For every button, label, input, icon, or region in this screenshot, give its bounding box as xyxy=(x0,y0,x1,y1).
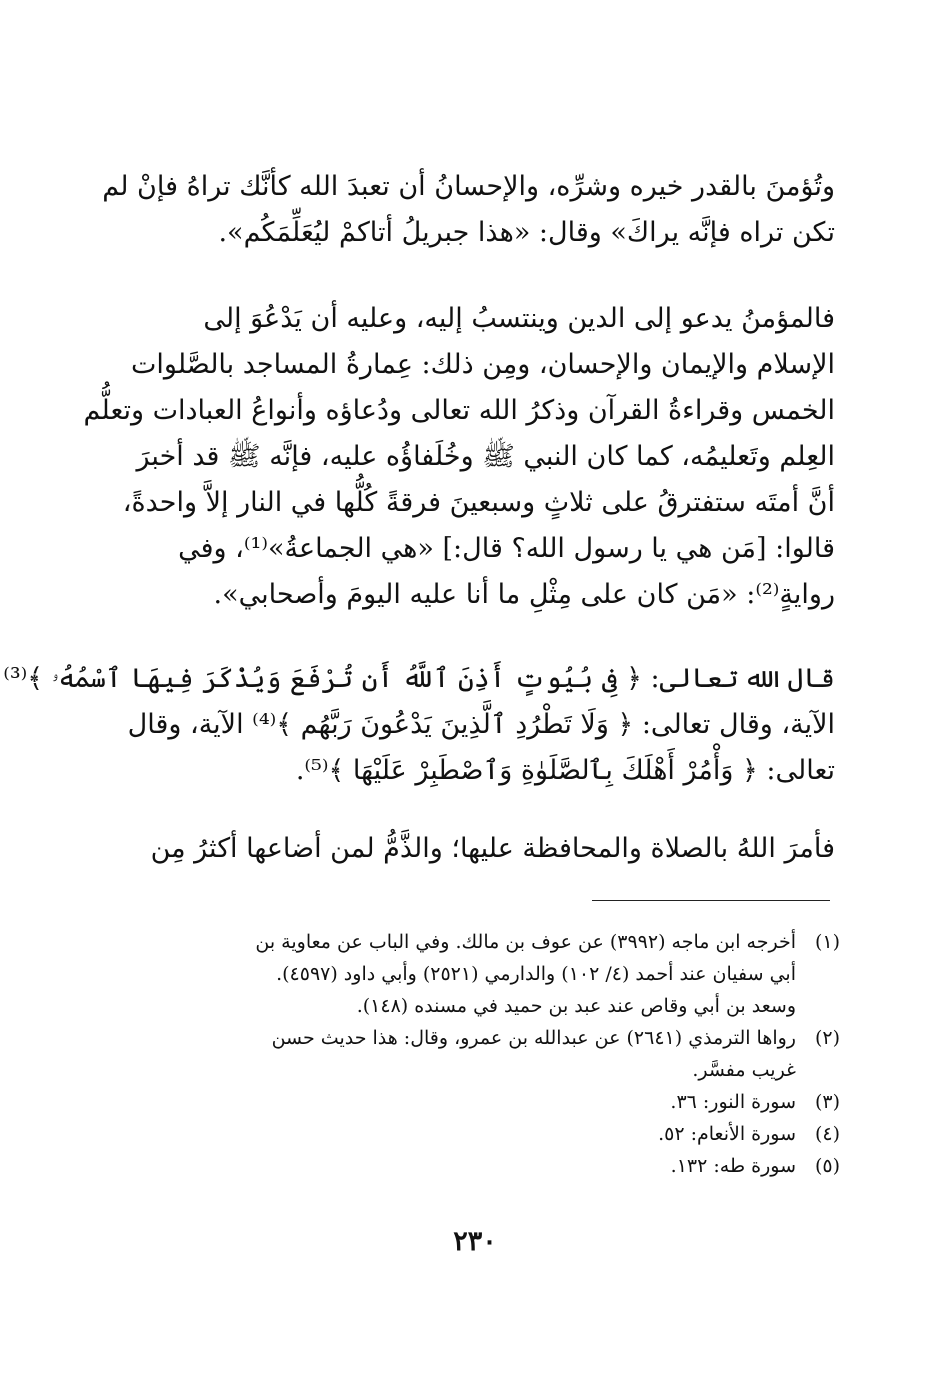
footnote-line: سورة طه: ١٣٢. xyxy=(670,1155,796,1177)
text-line: قال الله تعالى: ﴿ فِى بُيُوتٍ أَذِنَ ٱللَّهُ أَن تُرْفَعَ وَيُذْكَرَ فِيهَا ٱسْمُهُۥ ﴾⁽³⁾ xyxy=(3,663,835,694)
footnote-number: (٥) xyxy=(814,1155,840,1177)
footnotes xyxy=(100,926,840,1182)
footnote-number: (٣) xyxy=(814,1091,840,1113)
footnote-line: وسعد بن أبي وقاص عند عبد بن حميد في مسنده (١٤٨). xyxy=(356,995,796,1017)
text-line: أنَّ أمتَه ستفترقُ على ثلاثٍ وسبعينَ فرقةً كُلُّها في النار إلاَّ واحدةً، xyxy=(122,487,835,518)
footnote-number: (١) xyxy=(814,931,840,953)
body-paragraph xyxy=(100,826,835,872)
footnote-number: (٢) xyxy=(814,1027,840,1049)
footnote-line: أبي سفيان عند أحمد (٤/ ١٠٢) والدارمي (٢٥٢١) وأبي داود (٤٥٩٧). xyxy=(276,963,796,985)
footnote xyxy=(100,1150,840,1182)
footnote-line: سورة النور: ٣٦. xyxy=(670,1091,796,1113)
footnote-text xyxy=(100,1022,796,1086)
footnote-line: رواها الترمذي (٢٦٤١) عن عبدالله بن عمرو، وقال: هذا حديث حسن xyxy=(271,1027,796,1049)
footnote-number: (٤) xyxy=(814,1123,840,1145)
text-line: الآية، وقال تعالى: ﴿ وَلَا تَطْرُدِ ٱلَّذِينَ يَدْعُونَ رَبَّهُم ﴾⁽⁴⁾ الآية، وقال xyxy=(127,709,835,740)
footnote xyxy=(100,1022,840,1086)
body-paragraph xyxy=(100,164,835,256)
text-line: العِلم وتَعليمُه، كما كان النبي ﷺ وخُلَفاؤُه عليه، فإنَّه ﷺ قد أخبرَ xyxy=(136,441,835,472)
text-line: الخمس وقراءةُ القرآن وذكرُ الله تعالى ودُعاؤه وأنواعُ العبادات وتعلُّم xyxy=(83,395,835,426)
footnote-line: أخرجه ابن ماجه (٣٩٩٢) عن عوف بن مالك. وفي الباب عن معاوية بن xyxy=(255,931,796,953)
footnote-divider xyxy=(592,900,830,901)
footnote xyxy=(100,1118,840,1150)
text-line: تكن تراه فإنَّه يراكَ» وقال: «هذا جبريلُ أتاكمْ ليُعَلِّمَكُم». xyxy=(218,217,835,248)
text-line: روايةٍ⁽²⁾: «مَن كان على مِثْلِ ما أنا عليه اليومَ وأصحابي». xyxy=(213,579,835,610)
footnote-text xyxy=(100,1150,796,1182)
text-line: وتُؤمنَ بالقدر خيره وشرِّه، والإحسانُ أن تعبدَ الله كأنَّك تراهُ فإنْ لم xyxy=(102,171,835,202)
text-line: الإسلام والإيمان والإحسان، ومِن ذلك: عِمارةُ المساجد بالصَّلوات xyxy=(130,349,835,380)
footnote-line: غريب مفسَّر. xyxy=(692,1059,796,1081)
page-number: ٢٣٠ xyxy=(453,1226,497,1257)
text-line: قالوا: [مَن هي يا رسول الله؟ قال:] «هي الجماعةُ»⁽¹⁾، وفي xyxy=(178,533,835,564)
footnote xyxy=(100,926,840,1022)
quran-verses-paragraph xyxy=(3,656,835,794)
footnote-text xyxy=(100,926,796,1022)
text-line: فأمرَ اللهُ بالصلاة والمحافظة عليها؛ والذَّمُّ لمن أضاعها أكثرُ مِن xyxy=(150,833,835,864)
footnote-text xyxy=(100,1086,796,1118)
footnote xyxy=(100,1086,840,1118)
body-paragraph xyxy=(83,296,835,618)
footnote-line: سورة الأنعام: ٥٢. xyxy=(658,1123,796,1145)
text-line: تعالى: ﴿ وَأْمُرْ أَهْلَكَ بِٱلصَّلَوٰةِ وَٱصْطَبِرْ عَلَيْهَا ﴾⁽⁵⁾. xyxy=(295,755,835,786)
footnote-text xyxy=(100,1118,796,1150)
text-line: فالمؤمنُ يدعو إلى الدين وينتسبُ إليه، وعليه أن يَدْعُوَ إلى xyxy=(203,303,835,334)
